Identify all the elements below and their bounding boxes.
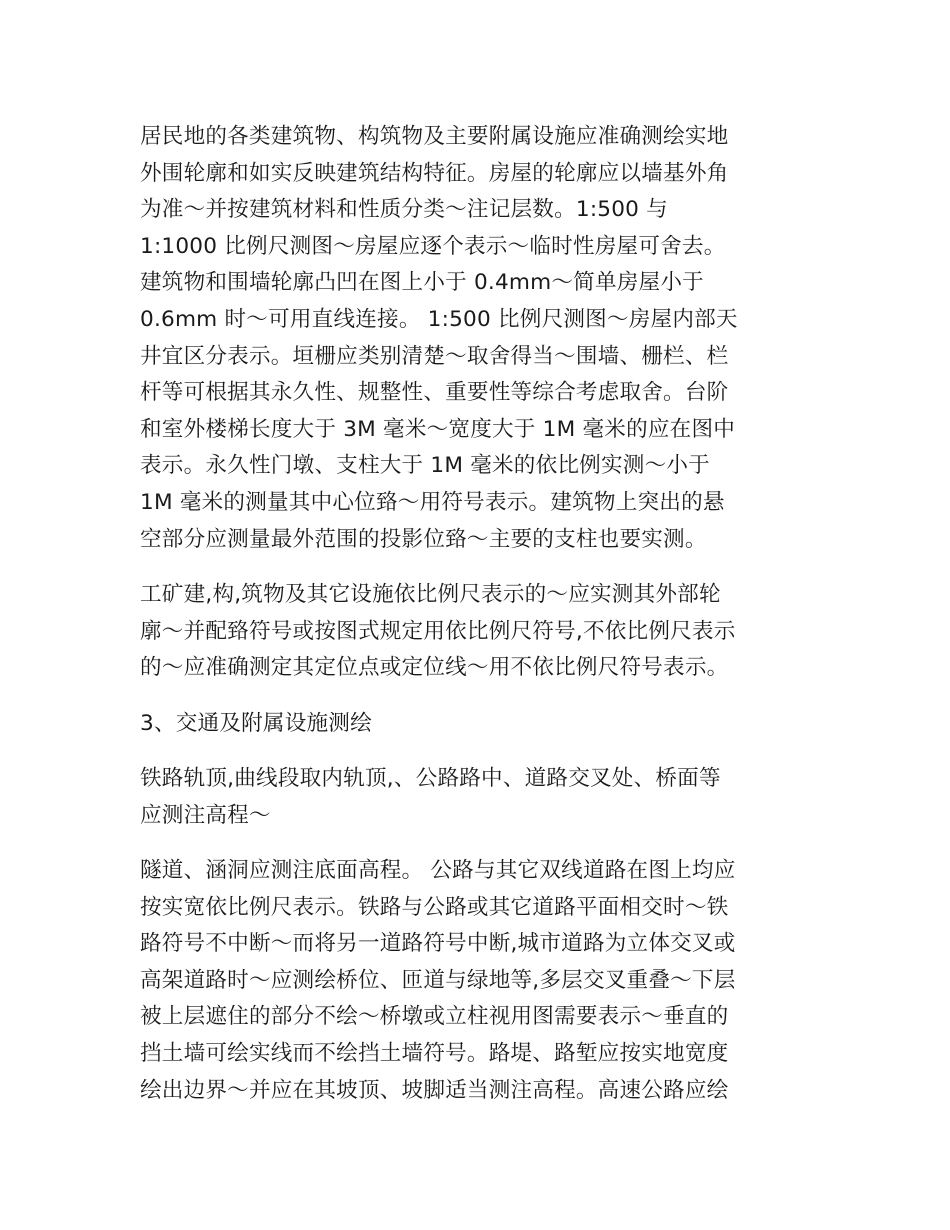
text-line: 的～应准确测定其定位点或定位线～用不依比例尺符号表示。: [140, 655, 729, 681]
paragraph-residential-buildings: [140, 119, 820, 558]
section-heading: [140, 706, 820, 743]
text-line: 表示。永久性门墩、支柱大于 1M 毫米的依比例实测～小于: [140, 453, 710, 479]
text-line: 1M 毫米的测量其中心位臵～用符号表示。建筑物上突出的悬: [140, 489, 725, 515]
text-line: 建筑物和围墙轮廓凸凹在图上小于 0.4mm～简单房屋小于: [140, 270, 704, 296]
paragraph-tunnels-roads: [140, 853, 820, 1109]
text-line: 井宜区分表示。垣栅应类别清楚～取舍得当～围墙、栅栏、栏: [140, 343, 729, 369]
heading-text: 3、交通及附属设施测绘: [140, 711, 372, 736]
paragraph-industrial-structures: [140, 577, 820, 687]
text-line: 应测注高程～: [140, 802, 271, 828]
text-line: 挡土墙可绘实线而不绘挡土墙符号。路堤、路堑应按实地宽度: [140, 1040, 729, 1066]
text-line: 0.6mm 时～可用直线连接。 1:500 比例尺测图～房屋内部天: [140, 306, 738, 332]
text-line: 高架道路时～应测绘桥位、匝道与绿地等,多层交叉重叠～下层: [140, 967, 736, 993]
text-line: 1:1000 比例尺测图～房屋应逐个表示～临时性房屋可舍去。: [140, 233, 726, 259]
paragraph-railway-elevation: [140, 761, 820, 834]
text-line: 杆等可根据其永久性、规整性、重要性等综合考虑取舍。台阶: [140, 380, 729, 406]
text-line: 居民地的各类建筑物、构筑物及主要附属设施应准确测绘实地: [140, 124, 729, 149]
text-line: 铁路轨顶,曲线段取内轨顶,、公路路中、道路交叉处、桥面等: [140, 766, 721, 791]
text-line: 外围轮廓和如实反映建筑结构特征。房屋的轮廓应以墙基外角: [140, 160, 729, 186]
text-line: 和室外楼梯长度大于 3M 毫米～宽度大于 1M 毫米的应在图中: [140, 416, 736, 442]
text-line: 按实宽依比例尺表示。铁路与公路或其它道路平面相交时～铁: [140, 894, 729, 920]
text-line: 绘出边界～并应在其坡顶、坡脚适当测注高程。高速公路应绘: [140, 1077, 729, 1103]
text-line: 空部分应测量最外范围的投影位臵～主要的支柱也要实测。: [140, 526, 707, 552]
text-line: 被上层遮住的部分不绘～桥墩或立柱视用图需要表示～垂直的: [140, 1004, 729, 1030]
text-line: 隧道、涵洞应测注底面高程。 公路与其它双线道路在图上均应: [140, 858, 736, 883]
text-line: 工矿建,构,筑物及其它设施依比例尺表示的～应实测其外部轮: [140, 582, 721, 607]
text-line: 为准～并按建筑材料和性质分类～注记层数。1:500 与: [140, 197, 668, 223]
text-line: 廓～并配臵符号或按图式规定用依比例尺符号,不依比例尺表示: [140, 618, 736, 644]
text-line: 路符号不中断～而将另一道路符号中断,城市道路为立体交叉或: [140, 931, 736, 957]
